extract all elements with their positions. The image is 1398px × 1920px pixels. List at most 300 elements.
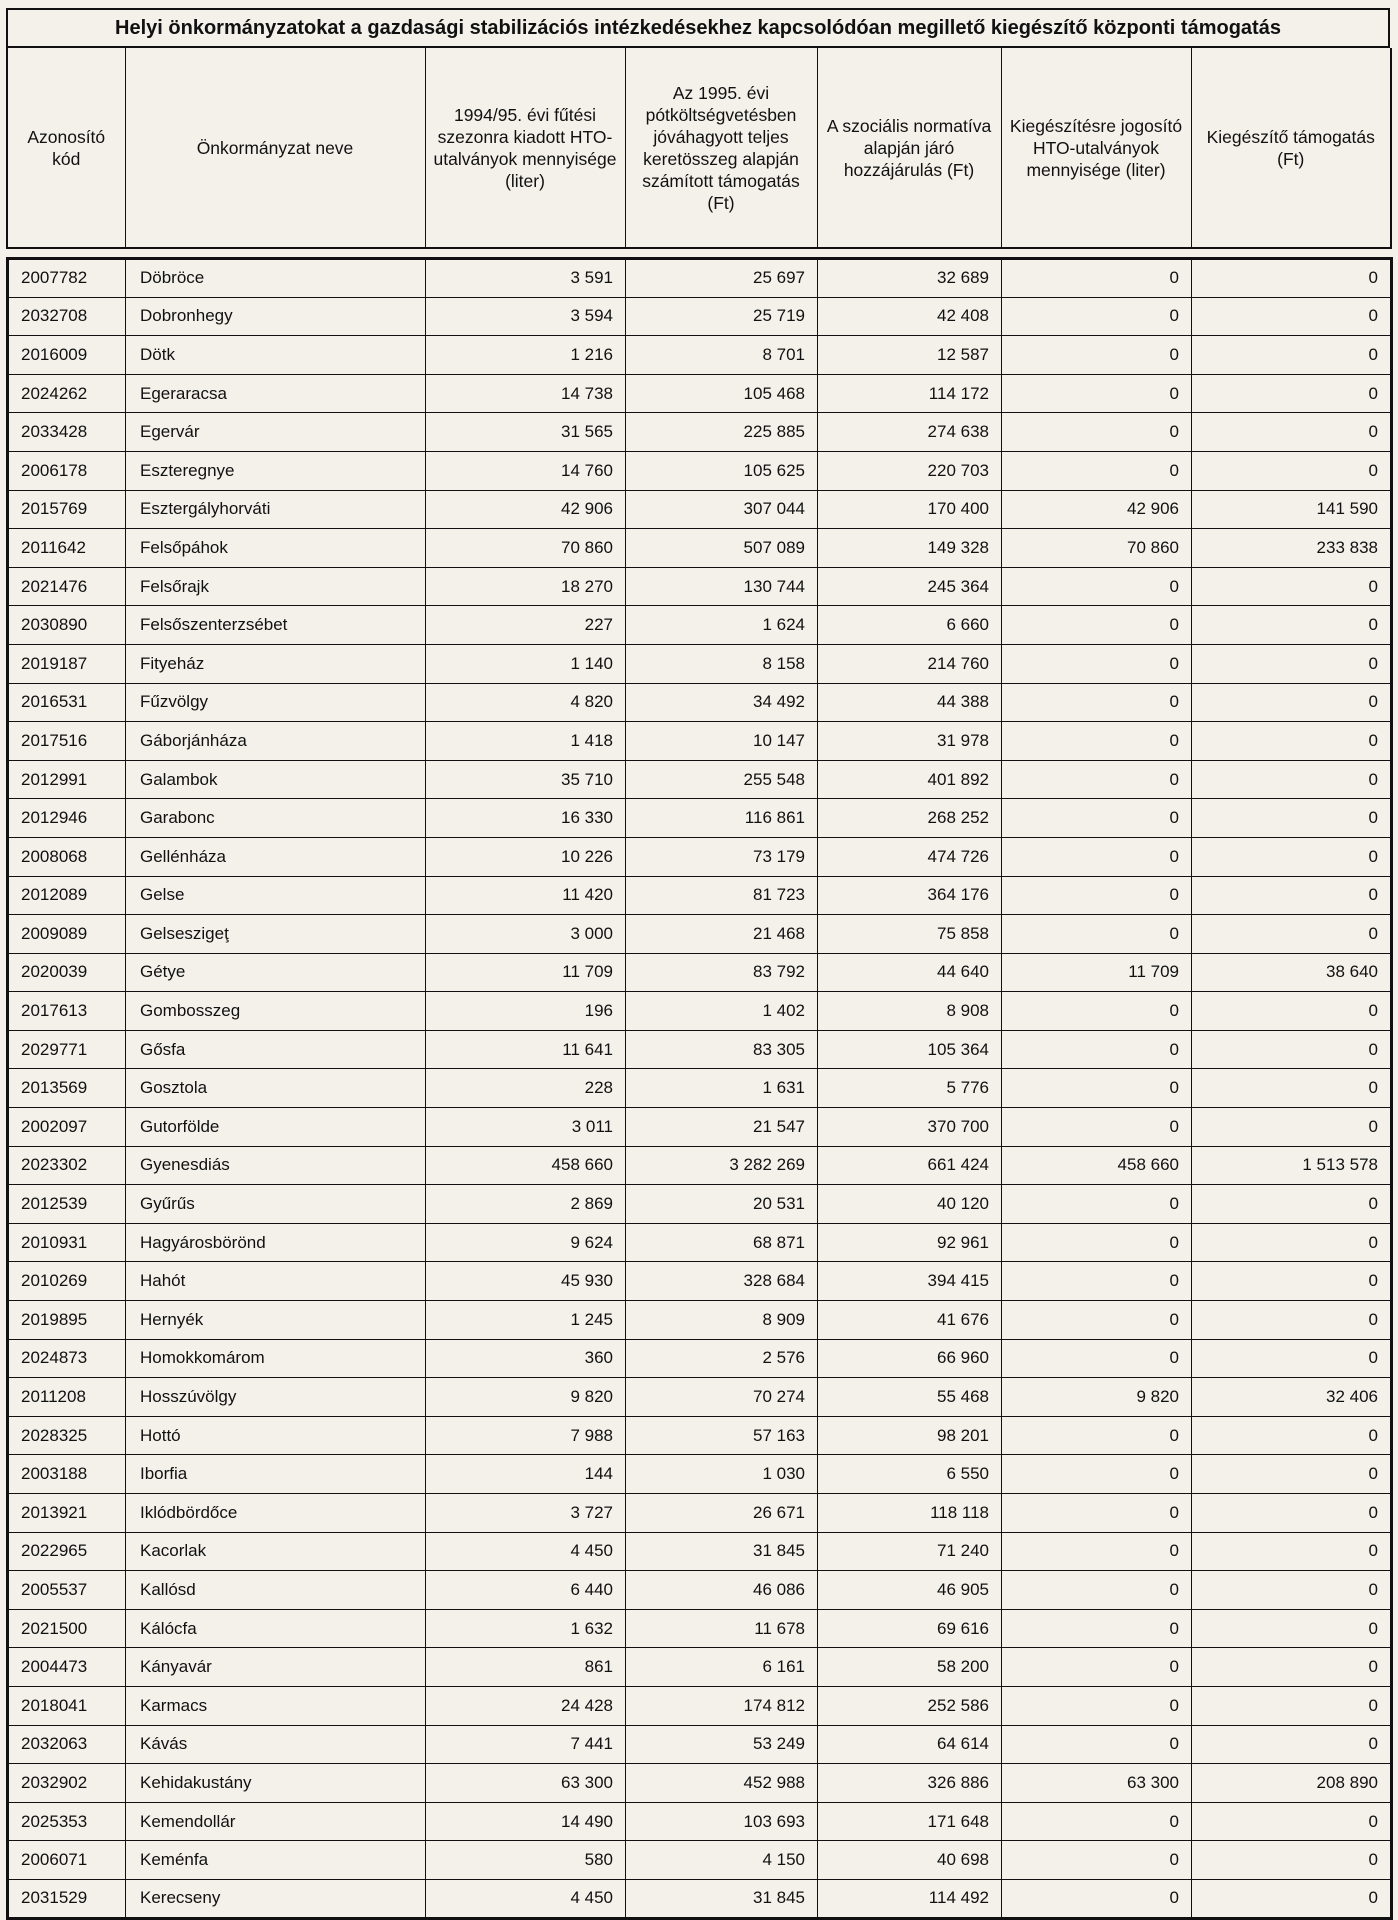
eligible-hto-cell: 0 xyxy=(1002,1609,1192,1648)
eligible-hto-cell: 0 xyxy=(1002,1108,1192,1147)
budget-support-cell: 105 468 xyxy=(626,374,818,413)
eligible-hto-cell: 0 xyxy=(1002,1725,1192,1764)
table-row xyxy=(8,490,1392,529)
name-cell: Felsőszenterzsébet xyxy=(126,606,426,645)
name-cell: Fűzvölgy xyxy=(126,683,426,722)
eligible-hto-cell: 11 709 xyxy=(1002,953,1192,992)
social-contribution-cell: 245 364 xyxy=(818,567,1002,606)
budget-support-cell: 3 282 269 xyxy=(626,1146,818,1185)
name-cell: Galambok xyxy=(126,760,426,799)
name-cell: Gyűrűs xyxy=(126,1185,426,1224)
social-contribution-cell: 44 640 xyxy=(818,953,1002,992)
name-cell: Egervár xyxy=(126,413,426,452)
social-contribution-cell: 46 905 xyxy=(818,1571,1002,1610)
id-cell: 2024873 xyxy=(8,1339,126,1378)
id-cell: 2029771 xyxy=(8,1030,126,1069)
name-cell: Gutorfölde xyxy=(126,1108,426,1147)
table-row xyxy=(8,336,1392,375)
id-cell: 2013569 xyxy=(8,1069,126,1108)
hto-quantity-cell: 6 440 xyxy=(426,1571,626,1610)
budget-support-cell: 4 150 xyxy=(626,1841,818,1880)
supplementary-support-cell: 0 xyxy=(1192,259,1392,298)
table-row xyxy=(8,1725,1392,1764)
id-cell: 2013921 xyxy=(8,1494,126,1533)
budget-support-cell: 328 684 xyxy=(626,1262,818,1301)
supplementary-support-cell: 0 xyxy=(1192,1841,1392,1880)
social-contribution-cell: 170 400 xyxy=(818,490,1002,529)
table-row xyxy=(8,1455,1392,1494)
budget-support-cell: 31 845 xyxy=(626,1532,818,1571)
name-cell: Kehidakustány xyxy=(126,1764,426,1803)
id-cell: 2020039 xyxy=(8,953,126,992)
supplementary-support-cell: 0 xyxy=(1192,837,1392,876)
budget-support-cell: 73 179 xyxy=(626,837,818,876)
table-row xyxy=(8,644,1392,683)
hto-quantity-cell: 227 xyxy=(426,606,626,645)
name-cell: Garabonc xyxy=(126,799,426,838)
social-contribution-cell: 66 960 xyxy=(818,1339,1002,1378)
table-row xyxy=(8,1416,1392,1455)
name-cell: Gétye xyxy=(126,953,426,992)
column-header-social-contribution: A szociális normatíva alapján járó hozzájárulás (Ft) xyxy=(817,48,1001,248)
budget-support-cell: 25 719 xyxy=(626,297,818,336)
name-cell: Gelseszigeţ xyxy=(126,915,426,954)
name-cell: Gelse xyxy=(126,876,426,915)
social-contribution-cell: 5 776 xyxy=(818,1069,1002,1108)
supplementary-support-cell: 0 xyxy=(1192,336,1392,375)
id-cell: 2009089 xyxy=(8,915,126,954)
supplementary-support-cell: 32 406 xyxy=(1192,1378,1392,1417)
eligible-hto-cell: 9 820 xyxy=(1002,1378,1192,1417)
social-contribution-cell: 401 892 xyxy=(818,760,1002,799)
eligible-hto-cell: 0 xyxy=(1002,1339,1192,1378)
budget-support-cell: 70 274 xyxy=(626,1378,818,1417)
supplementary-support-cell: 0 xyxy=(1192,722,1392,761)
eligible-hto-cell: 0 xyxy=(1002,876,1192,915)
column-header-id: Azonosító kód xyxy=(27,126,106,169)
hto-quantity-cell: 9 820 xyxy=(426,1378,626,1417)
supplementary-support-cell: 0 xyxy=(1192,1686,1392,1725)
supplementary-support-cell: 208 890 xyxy=(1192,1764,1392,1803)
hto-quantity-cell: 70 860 xyxy=(426,529,626,568)
hto-quantity-cell: 31 565 xyxy=(426,413,626,452)
hto-quantity-cell: 1 245 xyxy=(426,1301,626,1340)
table-row xyxy=(8,1571,1392,1610)
social-contribution-cell: 274 638 xyxy=(818,413,1002,452)
name-cell: Egeraracsa xyxy=(126,374,426,413)
social-contribution-cell: 12 587 xyxy=(818,336,1002,375)
name-cell: Homokkomárom xyxy=(126,1339,426,1378)
table-row xyxy=(8,606,1392,645)
id-cell: 2015769 xyxy=(8,490,126,529)
table-row xyxy=(8,1764,1392,1803)
eligible-hto-cell: 0 xyxy=(1002,1648,1192,1687)
hto-quantity-cell: 144 xyxy=(426,1455,626,1494)
social-contribution-cell: 370 700 xyxy=(818,1108,1002,1147)
name-cell: Döbröce xyxy=(126,259,426,298)
supplementary-support-cell: 0 xyxy=(1192,992,1392,1031)
table-row xyxy=(8,451,1392,490)
supplementary-support-cell: 0 xyxy=(1192,1416,1392,1455)
hto-quantity-cell: 360 xyxy=(426,1339,626,1378)
table-row xyxy=(8,1494,1392,1533)
eligible-hto-cell: 0 xyxy=(1002,297,1192,336)
table-row xyxy=(8,992,1392,1031)
eligible-hto-cell: 0 xyxy=(1002,837,1192,876)
supplementary-support-cell: 0 xyxy=(1192,1648,1392,1687)
supplementary-support-cell: 0 xyxy=(1192,451,1392,490)
supplementary-support-cell: 0 xyxy=(1192,1571,1392,1610)
table-row xyxy=(8,374,1392,413)
hto-quantity-cell: 3 727 xyxy=(426,1494,626,1533)
budget-support-cell: 26 671 xyxy=(626,1494,818,1533)
id-cell: 2025353 xyxy=(8,1802,126,1841)
hto-quantity-cell: 42 906 xyxy=(426,490,626,529)
table-row xyxy=(8,1108,1392,1147)
id-cell: 2023302 xyxy=(8,1146,126,1185)
budget-support-cell: 11 678 xyxy=(626,1609,818,1648)
name-cell: Iklódbördőce xyxy=(126,1494,426,1533)
table-row xyxy=(8,297,1392,336)
eligible-hto-cell: 0 xyxy=(1002,1879,1192,1918)
budget-support-cell: 307 044 xyxy=(626,490,818,529)
table-row xyxy=(8,1030,1392,1069)
id-cell: 2022965 xyxy=(8,1532,126,1571)
hto-quantity-cell: 3 591 xyxy=(426,259,626,298)
table-row xyxy=(8,876,1392,915)
social-contribution-cell: 661 424 xyxy=(818,1146,1002,1185)
id-cell: 2032708 xyxy=(8,297,126,336)
hto-quantity-cell: 2 869 xyxy=(426,1185,626,1224)
table-row xyxy=(8,1378,1392,1417)
id-cell: 2004473 xyxy=(8,1648,126,1687)
social-contribution-cell: 149 328 xyxy=(818,529,1002,568)
eligible-hto-cell: 0 xyxy=(1002,1185,1192,1224)
table-row xyxy=(8,413,1392,452)
id-cell: 2006071 xyxy=(8,1841,126,1880)
supplementary-support-cell: 0 xyxy=(1192,1494,1392,1533)
supplementary-support-cell: 1 513 578 xyxy=(1192,1146,1392,1185)
eligible-hto-cell: 0 xyxy=(1002,1802,1192,1841)
eligible-hto-cell: 0 xyxy=(1002,722,1192,761)
budget-support-cell: 53 249 xyxy=(626,1725,818,1764)
table-row xyxy=(8,1686,1392,1725)
eligible-hto-cell: 70 860 xyxy=(1002,529,1192,568)
social-contribution-cell: 6 550 xyxy=(818,1455,1002,1494)
name-cell: Kacorlak xyxy=(126,1532,426,1571)
eligible-hto-cell: 0 xyxy=(1002,1686,1192,1725)
supplementary-support-cell: 0 xyxy=(1192,1223,1392,1262)
id-cell: 2018041 xyxy=(8,1686,126,1725)
id-cell: 2006178 xyxy=(8,451,126,490)
budget-support-cell: 507 089 xyxy=(626,529,818,568)
id-cell: 2032902 xyxy=(8,1764,126,1803)
social-contribution-cell: 394 415 xyxy=(818,1262,1002,1301)
hto-quantity-cell: 1 632 xyxy=(426,1609,626,1648)
eligible-hto-cell: 0 xyxy=(1002,683,1192,722)
hto-quantity-cell: 24 428 xyxy=(426,1686,626,1725)
supplementary-support-cell: 0 xyxy=(1192,1879,1392,1918)
table-row xyxy=(8,567,1392,606)
budget-support-cell: 46 086 xyxy=(626,1571,818,1610)
social-contribution-cell: 64 614 xyxy=(818,1725,1002,1764)
eligible-hto-cell: 0 xyxy=(1002,644,1192,683)
budget-support-cell: 25 697 xyxy=(626,259,818,298)
hto-quantity-cell: 14 490 xyxy=(426,1802,626,1841)
social-contribution-cell: 98 201 xyxy=(818,1416,1002,1455)
hto-quantity-cell: 16 330 xyxy=(426,799,626,838)
supplementary-support-cell: 0 xyxy=(1192,644,1392,683)
budget-support-cell: 6 161 xyxy=(626,1648,818,1687)
budget-support-cell: 81 723 xyxy=(626,876,818,915)
budget-support-cell: 21 468 xyxy=(626,915,818,954)
table-row xyxy=(8,953,1392,992)
hto-quantity-cell: 196 xyxy=(426,992,626,1031)
eligible-hto-cell: 0 xyxy=(1002,1030,1192,1069)
social-contribution-cell: 32 689 xyxy=(818,259,1002,298)
id-cell: 2017516 xyxy=(8,722,126,761)
supplementary-support-cell: 0 xyxy=(1192,1455,1392,1494)
table-row xyxy=(8,1841,1392,1880)
hto-quantity-cell: 11 641 xyxy=(426,1030,626,1069)
table-row xyxy=(8,915,1392,954)
table-row xyxy=(8,799,1392,838)
social-contribution-cell: 92 961 xyxy=(818,1223,1002,1262)
eligible-hto-cell: 0 xyxy=(1002,1494,1192,1533)
name-cell: Felsőrajk xyxy=(126,567,426,606)
supplementary-support-cell: 0 xyxy=(1192,567,1392,606)
id-cell: 2019895 xyxy=(8,1301,126,1340)
name-cell: Dötk xyxy=(126,336,426,375)
table-row xyxy=(8,1223,1392,1262)
hto-quantity-cell: 3 011 xyxy=(426,1108,626,1147)
hto-quantity-cell: 1 216 xyxy=(426,336,626,375)
column-header-supplementary-support: Kiegészítő támogatás (Ft) xyxy=(1191,48,1391,248)
budget-support-cell: 34 492 xyxy=(626,683,818,722)
hto-quantity-cell: 4 820 xyxy=(426,683,626,722)
name-cell: Hosszúvölgy xyxy=(126,1378,426,1417)
table-row xyxy=(8,1069,1392,1108)
supplementary-support-cell: 0 xyxy=(1192,1725,1392,1764)
eligible-hto-cell: 0 xyxy=(1002,336,1192,375)
name-cell: Gyenesdiás xyxy=(126,1146,426,1185)
budget-support-cell: 10 147 xyxy=(626,722,818,761)
supplementary-support-cell: 0 xyxy=(1192,413,1392,452)
supplementary-support-cell: 0 xyxy=(1192,1030,1392,1069)
id-cell: 2012946 xyxy=(8,799,126,838)
name-cell: Gősfa xyxy=(126,1030,426,1069)
budget-support-cell: 68 871 xyxy=(626,1223,818,1262)
social-contribution-cell: 55 468 xyxy=(818,1378,1002,1417)
social-contribution-cell: 252 586 xyxy=(818,1686,1002,1725)
name-cell: Iborfia xyxy=(126,1455,426,1494)
supplementary-support-cell: 0 xyxy=(1192,1185,1392,1224)
id-cell: 2017613 xyxy=(8,992,126,1031)
supplementary-support-cell: 0 xyxy=(1192,876,1392,915)
supplementary-support-cell: 0 xyxy=(1192,1339,1392,1378)
name-cell: Kallósd xyxy=(126,1571,426,1610)
table-row xyxy=(8,760,1392,799)
budget-support-cell: 174 812 xyxy=(626,1686,818,1725)
hto-quantity-cell: 7 988 xyxy=(426,1416,626,1455)
eligible-hto-cell: 458 660 xyxy=(1002,1146,1192,1185)
name-cell: Kálócfa xyxy=(126,1609,426,1648)
social-contribution-cell: 71 240 xyxy=(818,1532,1002,1571)
id-cell: 2016009 xyxy=(8,336,126,375)
table-row xyxy=(8,1339,1392,1378)
social-contribution-cell: 31 978 xyxy=(818,722,1002,761)
budget-support-cell: 57 163 xyxy=(626,1416,818,1455)
name-cell: Keménfa xyxy=(126,1841,426,1880)
hto-quantity-cell: 18 270 xyxy=(426,567,626,606)
name-cell: Gellénháza xyxy=(126,837,426,876)
budget-support-cell: 31 845 xyxy=(626,1879,818,1918)
social-contribution-cell: 114 172 xyxy=(818,374,1002,413)
hto-quantity-cell: 35 710 xyxy=(426,760,626,799)
id-cell: 2005537 xyxy=(8,1571,126,1610)
supplementary-support-cell: 0 xyxy=(1192,683,1392,722)
id-cell: 2008068 xyxy=(8,837,126,876)
hto-quantity-cell: 14 760 xyxy=(426,451,626,490)
budget-support-cell: 83 305 xyxy=(626,1030,818,1069)
name-cell: Gáborjánháza xyxy=(126,722,426,761)
id-cell: 2033428 xyxy=(8,413,126,452)
eligible-hto-cell: 0 xyxy=(1002,1455,1192,1494)
hto-quantity-cell: 3 000 xyxy=(426,915,626,954)
hto-quantity-cell: 4 450 xyxy=(426,1532,626,1571)
id-cell: 2011642 xyxy=(8,529,126,568)
eligible-hto-cell: 0 xyxy=(1002,1301,1192,1340)
id-cell: 2012539 xyxy=(8,1185,126,1224)
eligible-hto-cell: 0 xyxy=(1002,413,1192,452)
table-row xyxy=(8,722,1392,761)
id-cell: 2007782 xyxy=(21,268,88,288)
name-cell: Gombosszeg xyxy=(126,992,426,1031)
supplementary-support-cell: 0 xyxy=(1192,1108,1392,1147)
hto-quantity-cell: 4 450 xyxy=(426,1879,626,1918)
hto-quantity-cell: 11 709 xyxy=(426,953,626,992)
eligible-hto-cell: 0 xyxy=(1002,1571,1192,1610)
name-cell: Kávás xyxy=(126,1725,426,1764)
id-cell: 2024262 xyxy=(8,374,126,413)
id-cell: 2032063 xyxy=(8,1725,126,1764)
supplementary-support-cell: 233 838 xyxy=(1192,529,1392,568)
supplementary-support-cell: 0 xyxy=(1192,374,1392,413)
table-row xyxy=(8,1262,1392,1301)
id-cell: 2019187 xyxy=(8,644,126,683)
budget-support-cell: 130 744 xyxy=(626,567,818,606)
document-page xyxy=(6,8,1390,1908)
name-cell: Fityeház xyxy=(126,644,426,683)
budget-support-cell: 83 792 xyxy=(626,953,818,992)
eligible-hto-cell: 0 xyxy=(1002,992,1192,1031)
eligible-hto-cell: 0 xyxy=(1002,374,1192,413)
table-row xyxy=(8,529,1392,568)
data-table xyxy=(6,257,1393,1920)
table-row xyxy=(8,1802,1392,1841)
id-cell: 2010931 xyxy=(8,1223,126,1262)
supplementary-support-cell: 38 640 xyxy=(1192,953,1392,992)
table-row xyxy=(8,837,1392,876)
social-contribution-cell: 364 176 xyxy=(818,876,1002,915)
hto-quantity-cell: 580 xyxy=(426,1841,626,1880)
supplementary-support-cell: 0 xyxy=(1192,760,1392,799)
eligible-hto-cell: 0 xyxy=(1002,799,1192,838)
social-contribution-cell: 171 648 xyxy=(818,1802,1002,1841)
table-row xyxy=(8,1648,1392,1687)
name-cell: Hahót xyxy=(126,1262,426,1301)
column-header-eligible-hto: Kiegészítésre jogosító HTO-utalványok mennyisége (liter) xyxy=(1001,48,1191,248)
name-cell: Dobronhegy xyxy=(126,297,426,336)
budget-support-cell: 1 030 xyxy=(626,1455,818,1494)
supplementary-support-cell: 0 xyxy=(1192,606,1392,645)
hto-quantity-cell: 11 420 xyxy=(426,876,626,915)
id-cell: 2002097 xyxy=(8,1108,126,1147)
budget-support-cell: 20 531 xyxy=(626,1185,818,1224)
social-contribution-cell: 118 118 xyxy=(818,1494,1002,1533)
eligible-hto-cell: 0 xyxy=(1002,1069,1192,1108)
budget-support-cell: 8 701 xyxy=(626,336,818,375)
budget-support-cell: 21 547 xyxy=(626,1108,818,1147)
table-row xyxy=(8,1301,1392,1340)
social-contribution-cell: 326 886 xyxy=(818,1764,1002,1803)
table-row xyxy=(8,259,1392,298)
supplementary-support-cell: 0 xyxy=(1192,1262,1392,1301)
document-title: Helyi önkormányzatokat a gazdasági stabilizációs intézkedésekhez kapcsolódóan megillető kiegészítő központi támogatás xyxy=(6,8,1390,48)
social-contribution-cell: 220 703 xyxy=(818,451,1002,490)
column-header-hto-quantity: 1994/95. évi fűtési szezonra kiadott HTO-utalványok mennyisége (liter) xyxy=(425,48,625,248)
supplementary-support-cell: 0 xyxy=(1192,1069,1392,1108)
eligible-hto-cell: 0 xyxy=(1002,1532,1192,1571)
eligible-hto-cell: 0 xyxy=(1002,1223,1192,1262)
hto-quantity-cell: 63 300 xyxy=(426,1764,626,1803)
social-contribution-cell: 474 726 xyxy=(818,837,1002,876)
budget-support-cell: 1 631 xyxy=(626,1069,818,1108)
supplementary-support-cell: 0 xyxy=(1192,1802,1392,1841)
table-row xyxy=(8,1879,1392,1918)
budget-support-cell: 255 548 xyxy=(626,760,818,799)
id-cell: 2021476 xyxy=(8,567,126,606)
id-cell: 2003188 xyxy=(8,1455,126,1494)
id-cell: 2012089 xyxy=(8,876,126,915)
social-contribution-cell: 6 660 xyxy=(818,606,1002,645)
eligible-hto-cell: 0 xyxy=(1002,259,1192,298)
supplementary-support-cell: 141 590 xyxy=(1192,490,1392,529)
budget-support-cell: 2 576 xyxy=(626,1339,818,1378)
name-cell: Esztergályhorváti xyxy=(126,490,426,529)
name-cell: Kányavár xyxy=(126,1648,426,1687)
table-row xyxy=(8,1185,1392,1224)
supplementary-support-cell: 0 xyxy=(1192,1609,1392,1648)
social-contribution-cell: 75 858 xyxy=(818,915,1002,954)
budget-support-cell: 225 885 xyxy=(626,413,818,452)
supplementary-support-cell: 0 xyxy=(1192,799,1392,838)
column-header-name: Önkormányzat neve xyxy=(125,48,425,248)
eligible-hto-cell: 0 xyxy=(1002,1416,1192,1455)
budget-support-cell: 8 909 xyxy=(626,1301,818,1340)
social-contribution-cell: 8 908 xyxy=(818,992,1002,1031)
id-cell: 2016531 xyxy=(8,683,126,722)
hto-quantity-cell: 3 594 xyxy=(426,297,626,336)
hto-quantity-cell: 228 xyxy=(426,1069,626,1108)
id-cell: 2010269 xyxy=(8,1262,126,1301)
eligible-hto-cell: 0 xyxy=(1002,915,1192,954)
budget-support-cell: 1 624 xyxy=(626,606,818,645)
id-cell: 2028325 xyxy=(8,1416,126,1455)
hto-quantity-cell: 861 xyxy=(426,1648,626,1687)
name-cell: Kerecseny xyxy=(126,1879,426,1918)
hto-quantity-cell: 9 624 xyxy=(426,1223,626,1262)
